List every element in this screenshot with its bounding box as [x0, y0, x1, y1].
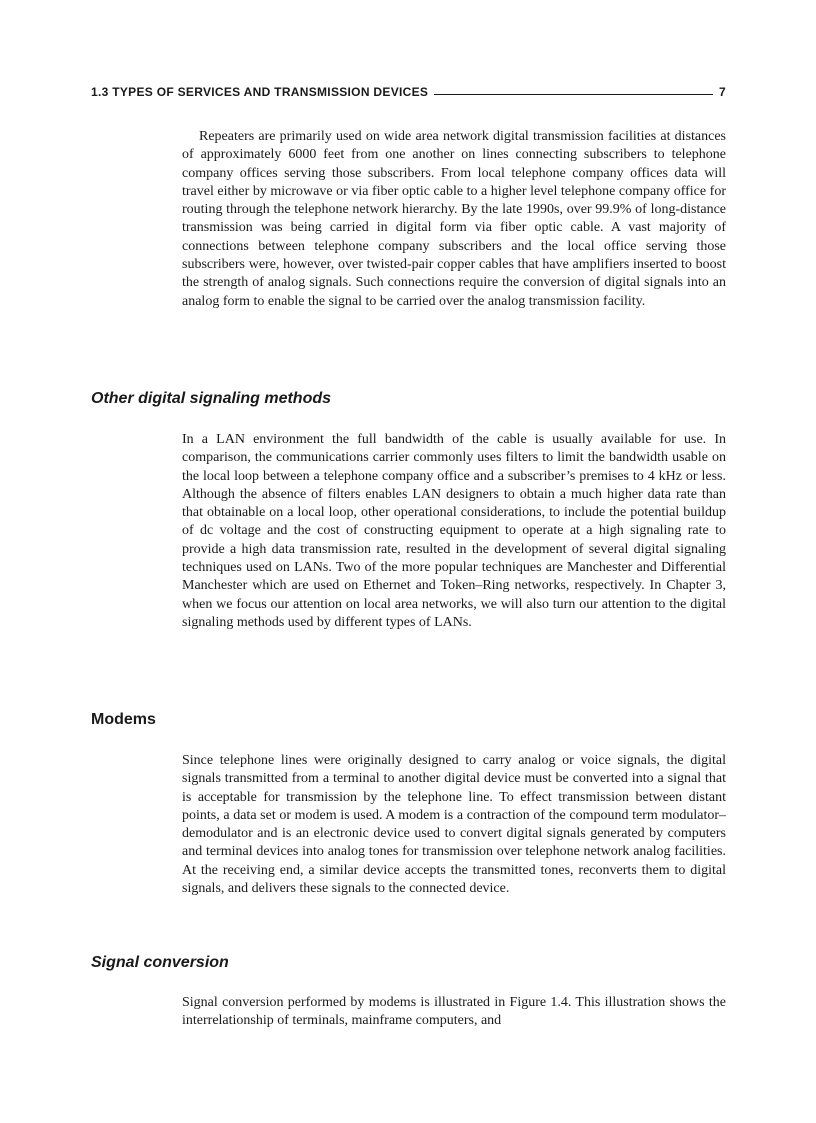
paragraph-modems: Since telephone lines were originally designed to carry analog or voice signals, the digital signals transmitted from a terminal to another digital device must be converted into a signal that is acceptable for transmission by the telephone line. To effect transmission between distant points, a data set or modem is used. A modem is a contraction of the compound term modulator–demodulator and is an electronic device used to convert digital signals generated by computers and terminal devices into analog tones for transmission over telephone network analog facilities. At the receiving end, a similar device accepts the transmitted tones, reconverts them to digital signals, and delivers these signals to the connected device.: [182, 753, 726, 897]
running-head: [91, 85, 726, 99]
heading-signal-conversion: Signal conversion: [91, 954, 229, 971]
paragraph-other-digital: In a LAN environment the full bandwidth of the cable is usually available for use. In comparison, the communications carrier commonly uses filters to limit the bandwidth usable on the local loop between a telephone company office and a subscriber’s premises to 4 kHz or less. Although the absence of filters enables LAN designers to obtain a much higher data rate than that obtainable on a local loop, other operational considerations, to include the potential buildup of dc voltage and the cost of constructing equipment to operate at a high signaling rate to provide a high data transmission rate, resulted in the development of several digital signaling techniques used on LANs. Two of the more popular techniques are Manchester and Differential Manchester which are used on Ethernet and Token–Ring networks, respectively. In Chapter 3, when we focus our attention on local area networks, we will also turn our attention to the digital signaling methods used by different types of LANs.: [182, 432, 726, 630]
paragraph-signal-conversion: Signal conversion performed by modems is illustrated in Figure 1.4. This illustration shows the interrelationship of terminals, mainframe computers, and: [182, 995, 726, 1029]
running-head-rule: [434, 94, 713, 95]
heading-other-digital-signaling: Other digital signaling methods: [91, 390, 332, 407]
paragraph-repeaters: Repeaters are primarily used on wide area network digital transmission facilities at distances of approximately 6000 feet from one another on lines connecting subscribers to telephone company offices serving those subscribers. From local telephone company offices data will travel either by microwave or via fiber optic cable to a higher level telephone company office for routing through the telephone network hierarchy. By the late 1990s, over 99.9% of long-distance transmission was being carried in digital form via fiber optic cable. A vast majority of connections between telephone company subscribers and the local office serving those subscribers were, however, over twisted-pair copper cables that have amplifiers inserted to boost the strength of analog signals. Such connections require the conversion of digital signals into an analog form to enable the signal to be carried over the analog transmission facility.: [182, 129, 726, 309]
heading-modems: Modems: [91, 711, 156, 728]
page-number: 7: [719, 85, 726, 99]
running-head-title: 1.3 TYPES OF SERVICES AND TRANSMISSION DEVICES: [91, 85, 429, 99]
